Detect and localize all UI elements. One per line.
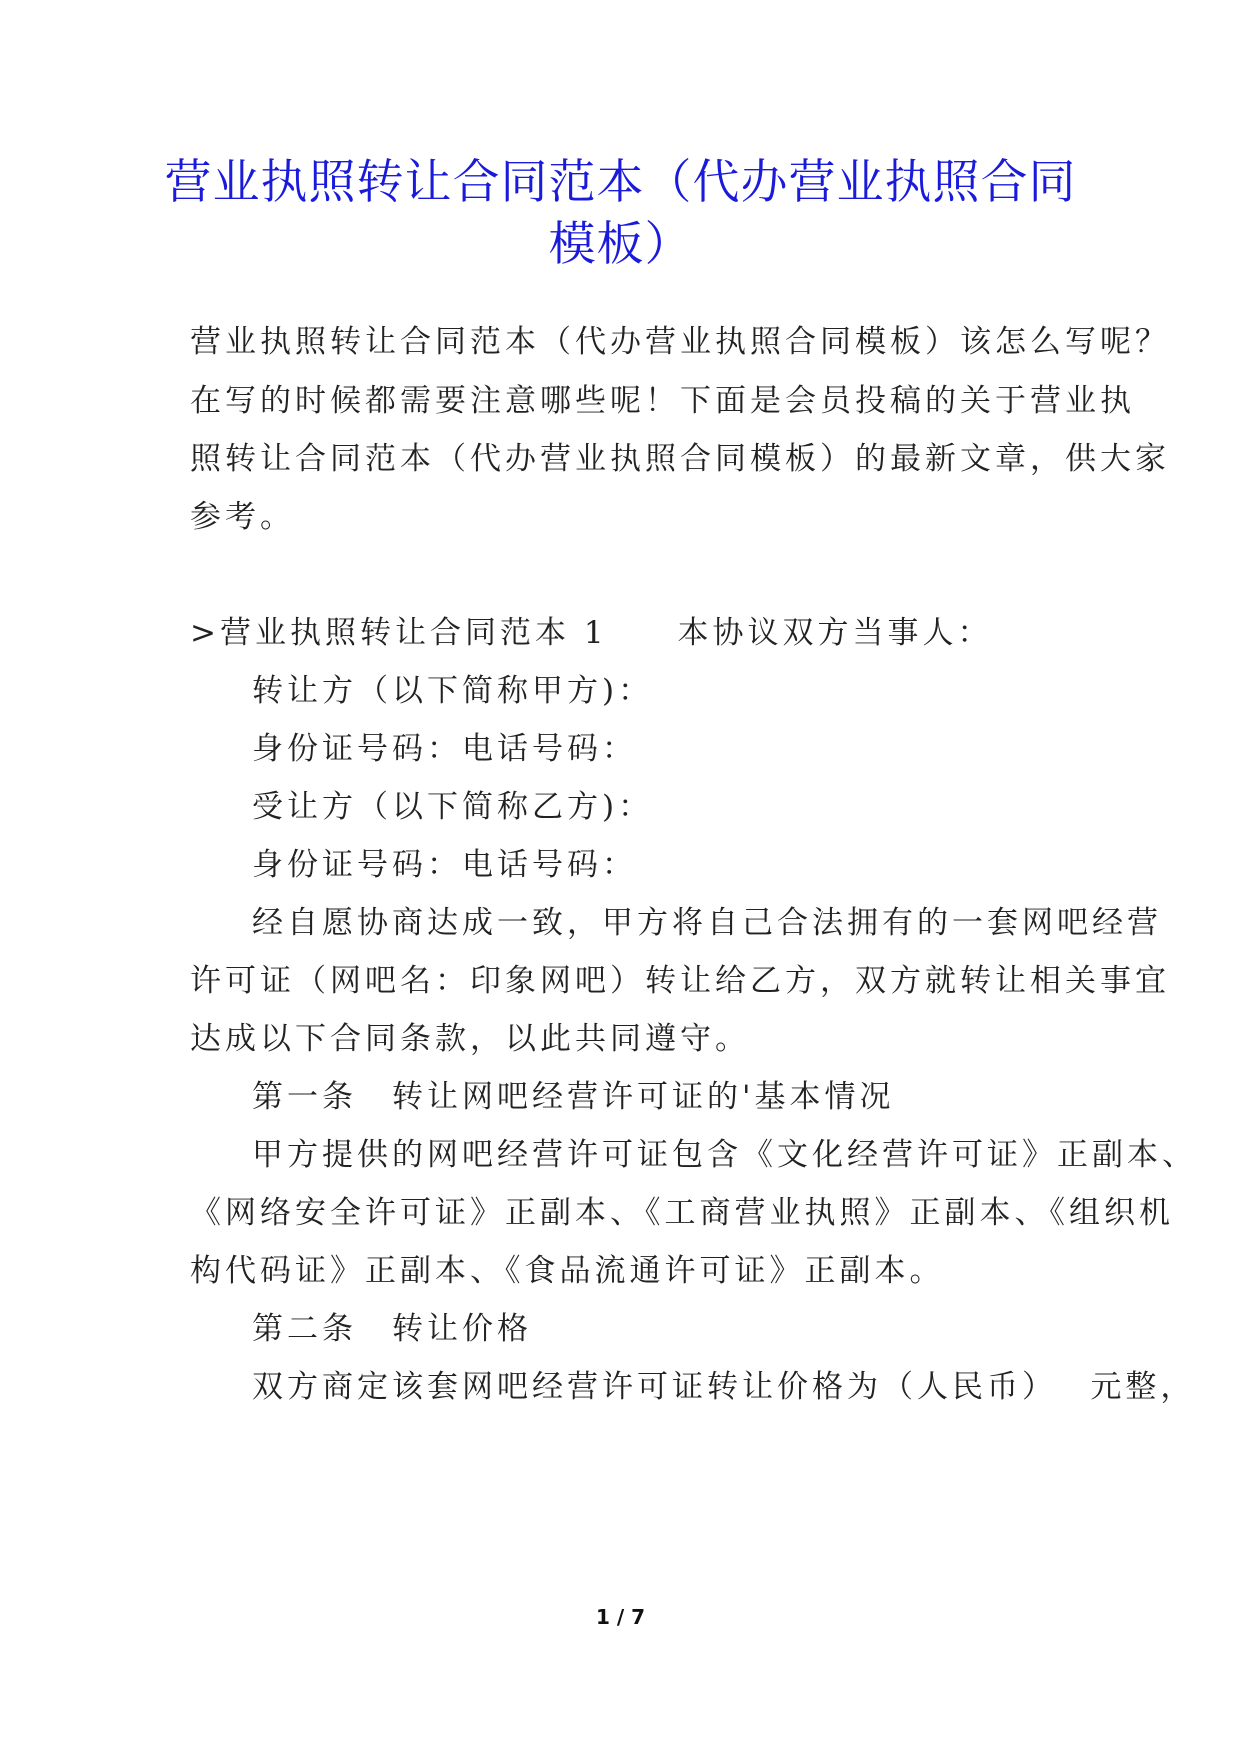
document-title-line-1: 营业执照转让合同范本（代办营业执照合同 <box>164 155 1077 210</box>
intro-line-4: 参考。 <box>190 499 295 535</box>
agreement-line-2: 许可证（网吧名：印象网吧）转让给乙方，双方就转让相关事宜 <box>190 963 1170 999</box>
intro-line-2: 在写的时候都需要注意哪些呢！下面是会员投稿的关于营业执 <box>190 383 1135 419</box>
article-1-line-1: 甲方提供的网吧经营许可证包含《文化经营许可证》正副本、 <box>252 1137 1197 1173</box>
intro-line-1: 营业执照转让合同范本（代办营业执照合同模板）该怎么写呢？ <box>190 324 1170 360</box>
article-1-line-3: 构代码证》正副本、《食品流通许可证》正副本。 <box>190 1253 945 1289</box>
agreement-line-1: 经自愿协商达成一致，甲方将自己合法拥有的一套网吧经营 <box>252 905 1162 941</box>
party-b-id-line: 身份证号码：电话号码： <box>252 847 637 883</box>
intro-line-3: 照转让合同范本（代办营业执照合同模板）的最新文章，供大家 <box>190 441 1170 477</box>
agreement-line-3: 达成以下合同条款，以此共同遵守。 <box>190 1021 750 1057</box>
article-1-heading: 第一条 转让网吧经营许可证的'基本情况 <box>252 1079 895 1115</box>
section-heading-line: >营业执照转让合同范本 1 本协议双方当事人： <box>190 615 993 651</box>
party-b-line: 受让方（以下简称乙方)： <box>252 789 654 825</box>
party-a-line: 转让方（以下简称甲方)： <box>252 673 654 709</box>
article-2-line-1: 双方商定该套网吧经营许可证转让价格为（人民币） 元整， <box>252 1369 1196 1405</box>
article-1-line-2: 《网络安全许可证》正副本、《工商营业执照》正副本、《组织机 <box>190 1195 1174 1231</box>
document-title-line-2: 模板） <box>548 217 693 272</box>
article-2-heading: 第二条 转让价格 <box>252 1311 532 1347</box>
party-a-id-line: 身份证号码：电话号码： <box>252 731 637 767</box>
page-number: 1 / 7 <box>595 1605 646 1629</box>
